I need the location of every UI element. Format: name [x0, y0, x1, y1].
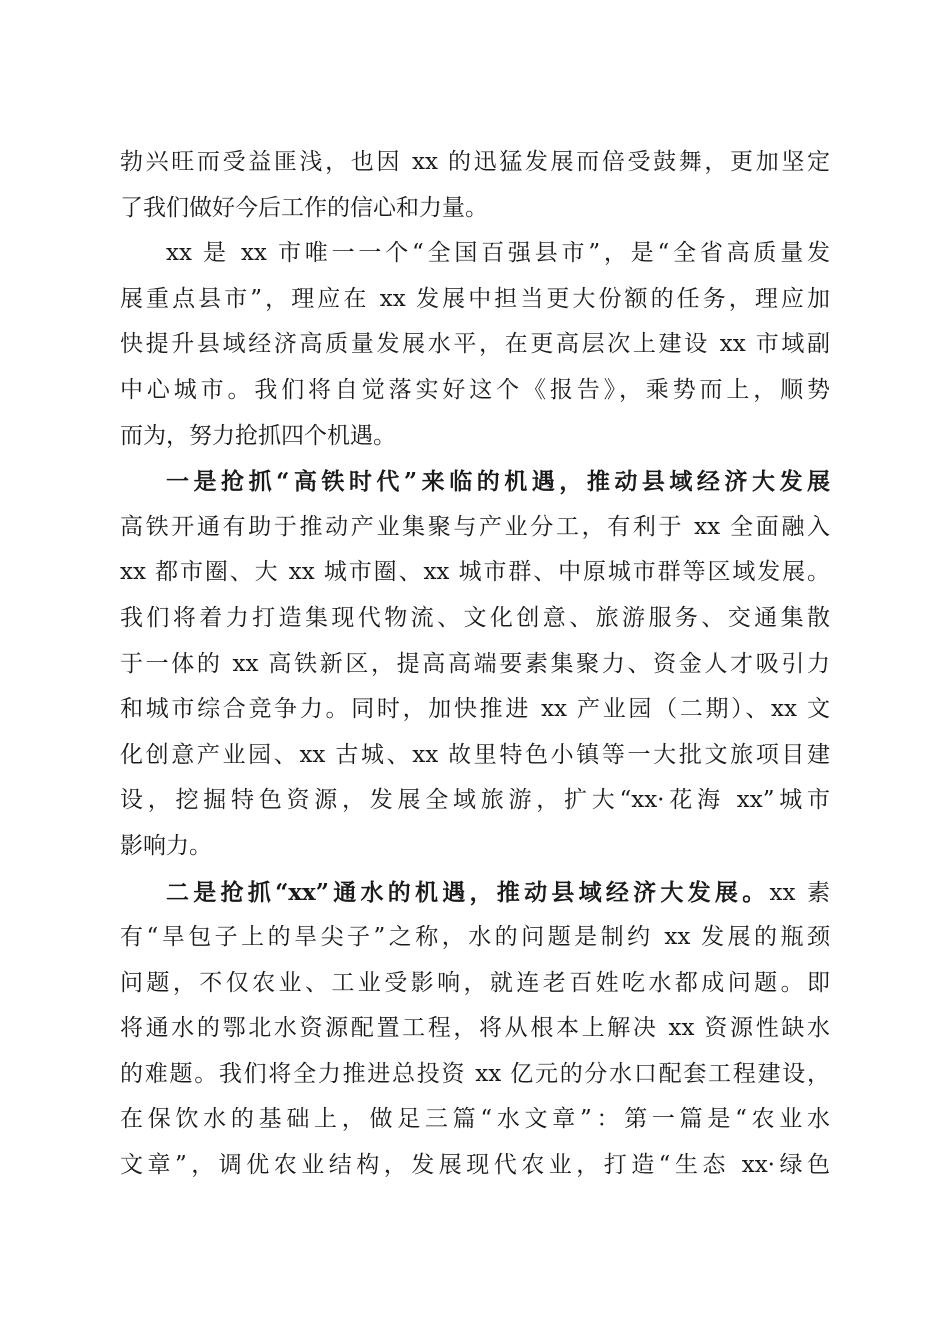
- text-line: 高铁开通有助于推动产业集聚与产业分工，有利于 xx 全面融入: [120, 513, 830, 540]
- text-line: 问题，不仅农业、工业受影响，就连老百姓吃水都成问题。即: [120, 969, 830, 996]
- text-line: 影响力。: [120, 832, 212, 859]
- text-line: 于一体的 xx 高铁新区，提高高端要素集聚力、资金人才吸引力: [120, 650, 830, 677]
- text-line: 我们将着力打造集现代物流、文化创意、旅游服务、交通集散: [120, 604, 830, 631]
- text-line: 设，挖掘特色资源，发展全域旅游，扩大“xx·花海 xx”城市: [120, 787, 830, 814]
- text-line: 了我们做好今后工作的信心和力量。: [120, 194, 488, 221]
- text-line: 在保饮水的基础上，做足三篇“水文章”：第一篇是“农业水: [120, 1106, 830, 1133]
- text-line: 和城市综合竞争力。同时，加快推进 xx 产业园（二期）、xx 文: [120, 696, 830, 723]
- text-line: xx 都市圈、大 xx 城市圈、xx 城市群、中原城市群等区域发展。: [120, 559, 830, 586]
- text-line: 中心城市。我们将自觉落实好这个《报告》，乘势而上，顺势: [120, 376, 830, 403]
- text-line: 勃兴旺而受益匪浅，也因 xx 的迅猛发展而倍受鼓舞，更加坚定: [120, 149, 830, 175]
- text-line: 的难题。我们将全力推进总投资 xx 亿元的分水口配套工程建设，: [120, 1060, 830, 1087]
- text-line: xx 是 xx 市唯一一个“全国百强县市”，是“全省高质量发: [166, 240, 830, 267]
- text-line: 快提升县域经济高质量发展水平，在更高层次上建设 xx 市域副: [120, 331, 830, 358]
- text-line: 化创意产业园、xx 古城、xx 故里特色小镇等一大批文旅项目建: [120, 741, 830, 768]
- text-line: 有“旱包子上的旱尖子”之称，水的问题是制约 xx 发展的瓶颈: [120, 924, 830, 951]
- text-line: 文章”，调优农业结构，发展现代农业，打造“生态 xx·绿色: [120, 1152, 830, 1179]
- heading-tail-text: xx 素: [769, 879, 830, 906]
- text-line: 展重点县市”，理应在 xx 发展中担当更大份额的任务，理应加: [120, 285, 830, 312]
- text-line: 而为，努力抢抓四个机遇。: [120, 422, 396, 449]
- section-heading-2: 二是抢抓“xx”通水的机遇，推动县域经济大发展。: [166, 878, 770, 906]
- text-line: [120, 870, 830, 916]
- text-line: 将通水的鄂北水资源配置工程，将从根本上解决 xx 资源性缺水: [120, 1015, 830, 1042]
- document-body: [120, 140, 830, 1189]
- section-heading-1: 一是抢抓“高铁时代”来临的机遇，推动县域经济大发展: [166, 468, 830, 496]
